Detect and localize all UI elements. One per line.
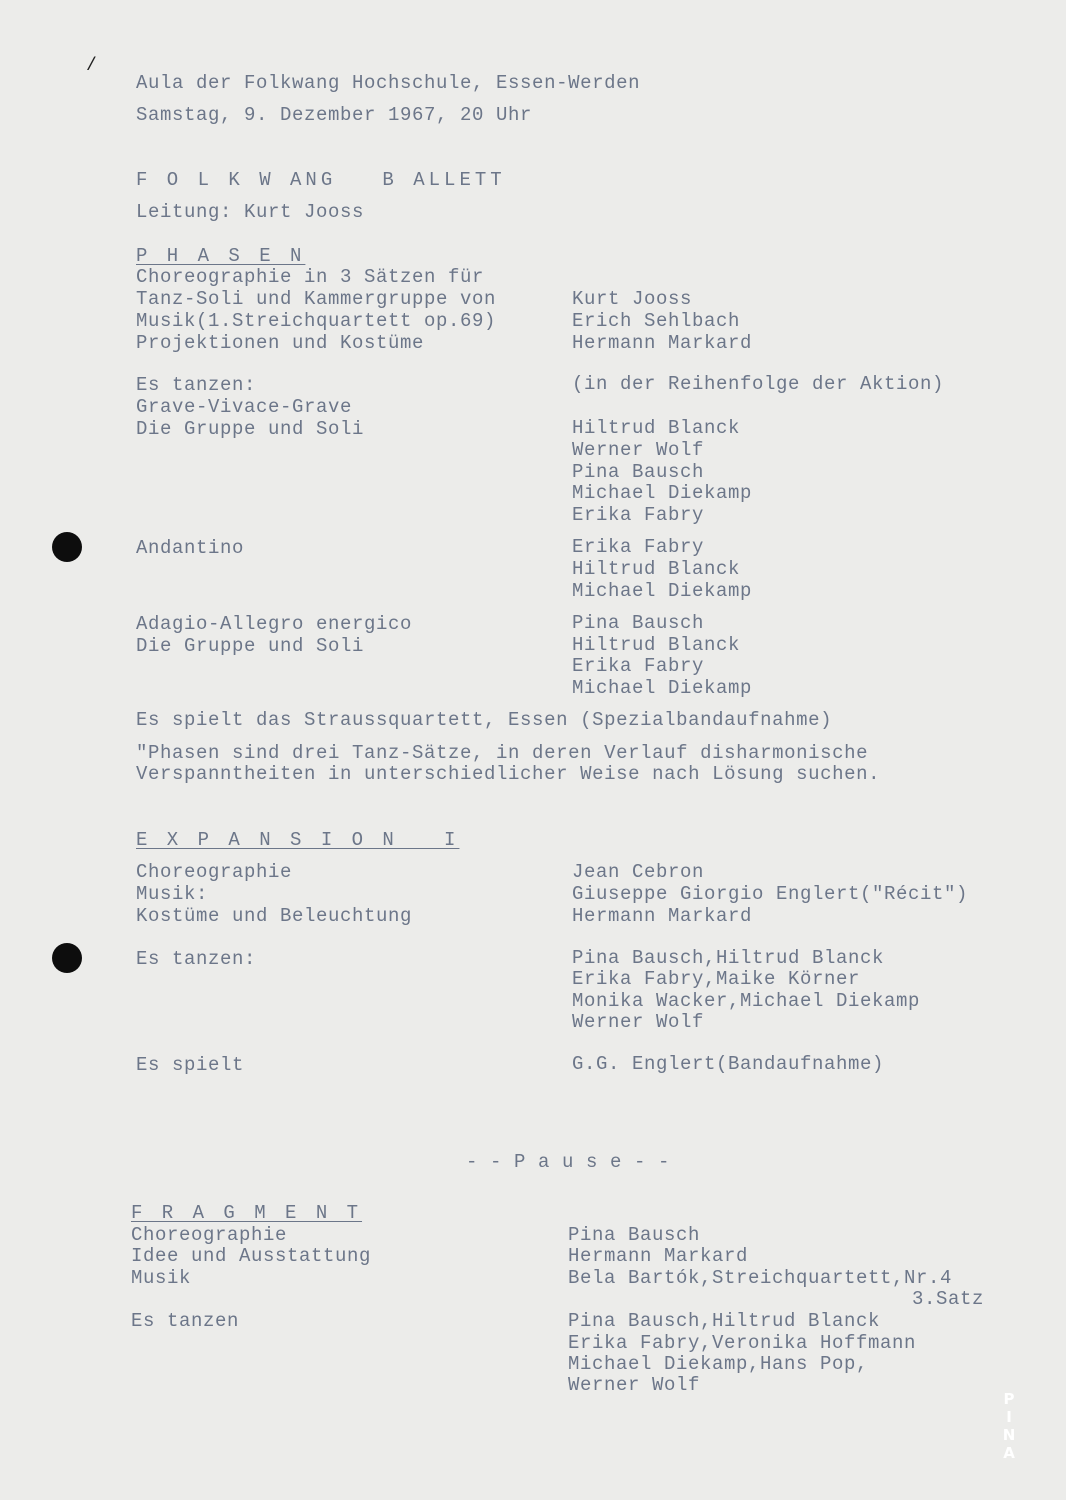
fragment-credit: Bela Bartók,Streichquartett,Nr.4 (568, 1267, 953, 1289)
dancer: Hiltrud Blanck (572, 558, 741, 580)
expansion-credit: Jean Cebron (572, 861, 705, 883)
dancer: Pina Bausch,Hiltrud Blanck (572, 947, 885, 969)
pina-watermark-logo (996, 1390, 1022, 1462)
phasen-dancers-label: Es tanzen: (136, 374, 257, 396)
phasen-line: Tanz-Soli und Kammergruppe von (136, 288, 497, 310)
phasen-credit: Kurt Jooss (572, 288, 693, 310)
fragment-dancers-label: Es tanzen (131, 1310, 240, 1332)
phasen-line: Musik(1.Streichquartett op.69) (136, 310, 497, 332)
dancer: Michael Diekamp (572, 677, 753, 699)
fragment-label: Musik (131, 1267, 192, 1289)
date-line: Samstag, 9. Dezember 1967, 20 Uhr (136, 104, 533, 126)
dancer: Werner Wolf (568, 1374, 701, 1396)
fragment-label: Idee und Ausstattung (131, 1245, 372, 1267)
movement-name: Grave-Vivace-Grave (136, 396, 353, 418)
pause-line: - - P a u s e - - (466, 1151, 671, 1173)
pen-mark: / (86, 56, 97, 76)
expansion-music-label: Es spielt (136, 1054, 245, 1076)
company-director: Leitung: Kurt Jooss (136, 201, 365, 223)
phasen-quote: "Phasen sind drei Tanz-Sätze, in deren Verlauf disharmonische (136, 742, 869, 764)
fragment-credit: Pina Bausch (568, 1224, 701, 1246)
phasen-order-note: (in der Reihenfolge der Aktion) (572, 373, 945, 395)
company-name: F O L K W ANG B ALLETT (136, 169, 506, 191)
movement-name: Andantino (136, 537, 245, 559)
expansion-label: Choreographie (136, 861, 293, 883)
dancer: Erika Fabry (572, 536, 705, 558)
expansion-title: E X P A N S I O N I (136, 829, 460, 851)
expansion-music: G.G. Englert(Bandaufnahme) (572, 1053, 885, 1075)
dancer: Erika Fabry (572, 504, 705, 526)
phasen-title: P H A S E N (136, 245, 306, 267)
punch-hole-bottom (52, 943, 82, 973)
dancer: Monika Wacker,Michael Diekamp (572, 990, 921, 1012)
dancer: Hiltrud Blanck (572, 634, 741, 656)
dancer: Michael Diekamp,Hans Pop, (568, 1353, 869, 1375)
punch-hole-top (52, 532, 82, 562)
logo-letter: A (1003, 1444, 1015, 1462)
phasen-line: Projektionen und Kostüme (136, 332, 425, 354)
movement-name: Die Gruppe und Soli (136, 418, 365, 440)
movement-name: Die Gruppe und Soli (136, 635, 365, 657)
fragment-credit-extra: 3.Satz (912, 1288, 985, 1310)
venue-line: Aula der Folkwang Hochschule, Essen-Werden (136, 72, 641, 94)
logo-letter: I (1006, 1408, 1012, 1426)
phasen-credit: Erich Sehlbach (572, 310, 741, 332)
phasen-line: Choreographie in 3 Sätzen für (136, 266, 485, 288)
dancer: Erika Fabry,Maike Körner (572, 968, 861, 990)
phasen-quote: Verspanntheiten in unterschiedlicher Weise nach Lösung suchen. (136, 763, 881, 785)
dancer: Erika Fabry,Veronika Hoffmann (568, 1332, 917, 1354)
expansion-credit: Hermann Markard (572, 905, 753, 927)
dancer: Pina Bausch (572, 461, 705, 483)
dancer: Michael Diekamp (572, 580, 753, 602)
fragment-title: F R A G M E N T (131, 1202, 363, 1224)
dancer: Michael Diekamp (572, 482, 753, 504)
expansion-dancers-label: Es tanzen: (136, 948, 257, 970)
expansion-credit: Giuseppe Giorgio Englert("Récit") (572, 883, 969, 905)
phasen-credit: Hermann Markard (572, 332, 753, 354)
expansion-label: Kostüme und Beleuchtung (136, 905, 413, 927)
dancer: Erika Fabry (572, 655, 705, 677)
logo-letter: P (1003, 1390, 1015, 1408)
phasen-music-note: Es spielt das Straussquartett, Essen (Spezialbandaufnahme) (136, 709, 833, 731)
dancer: Pina Bausch,Hiltrud Blanck (568, 1310, 881, 1332)
movement-name: Adagio-Allegro energico (136, 613, 413, 635)
dancer: Werner Wolf (572, 439, 705, 461)
expansion-label: Musik: (136, 883, 209, 905)
dancer: Pina Bausch (572, 612, 705, 634)
fragment-label: Choreographie (131, 1224, 288, 1246)
fragment-credit: Hermann Markard (568, 1245, 749, 1267)
logo-letter: N (1002, 1426, 1016, 1444)
dancer: Hiltrud Blanck (572, 417, 741, 439)
dancer: Werner Wolf (572, 1011, 705, 1033)
